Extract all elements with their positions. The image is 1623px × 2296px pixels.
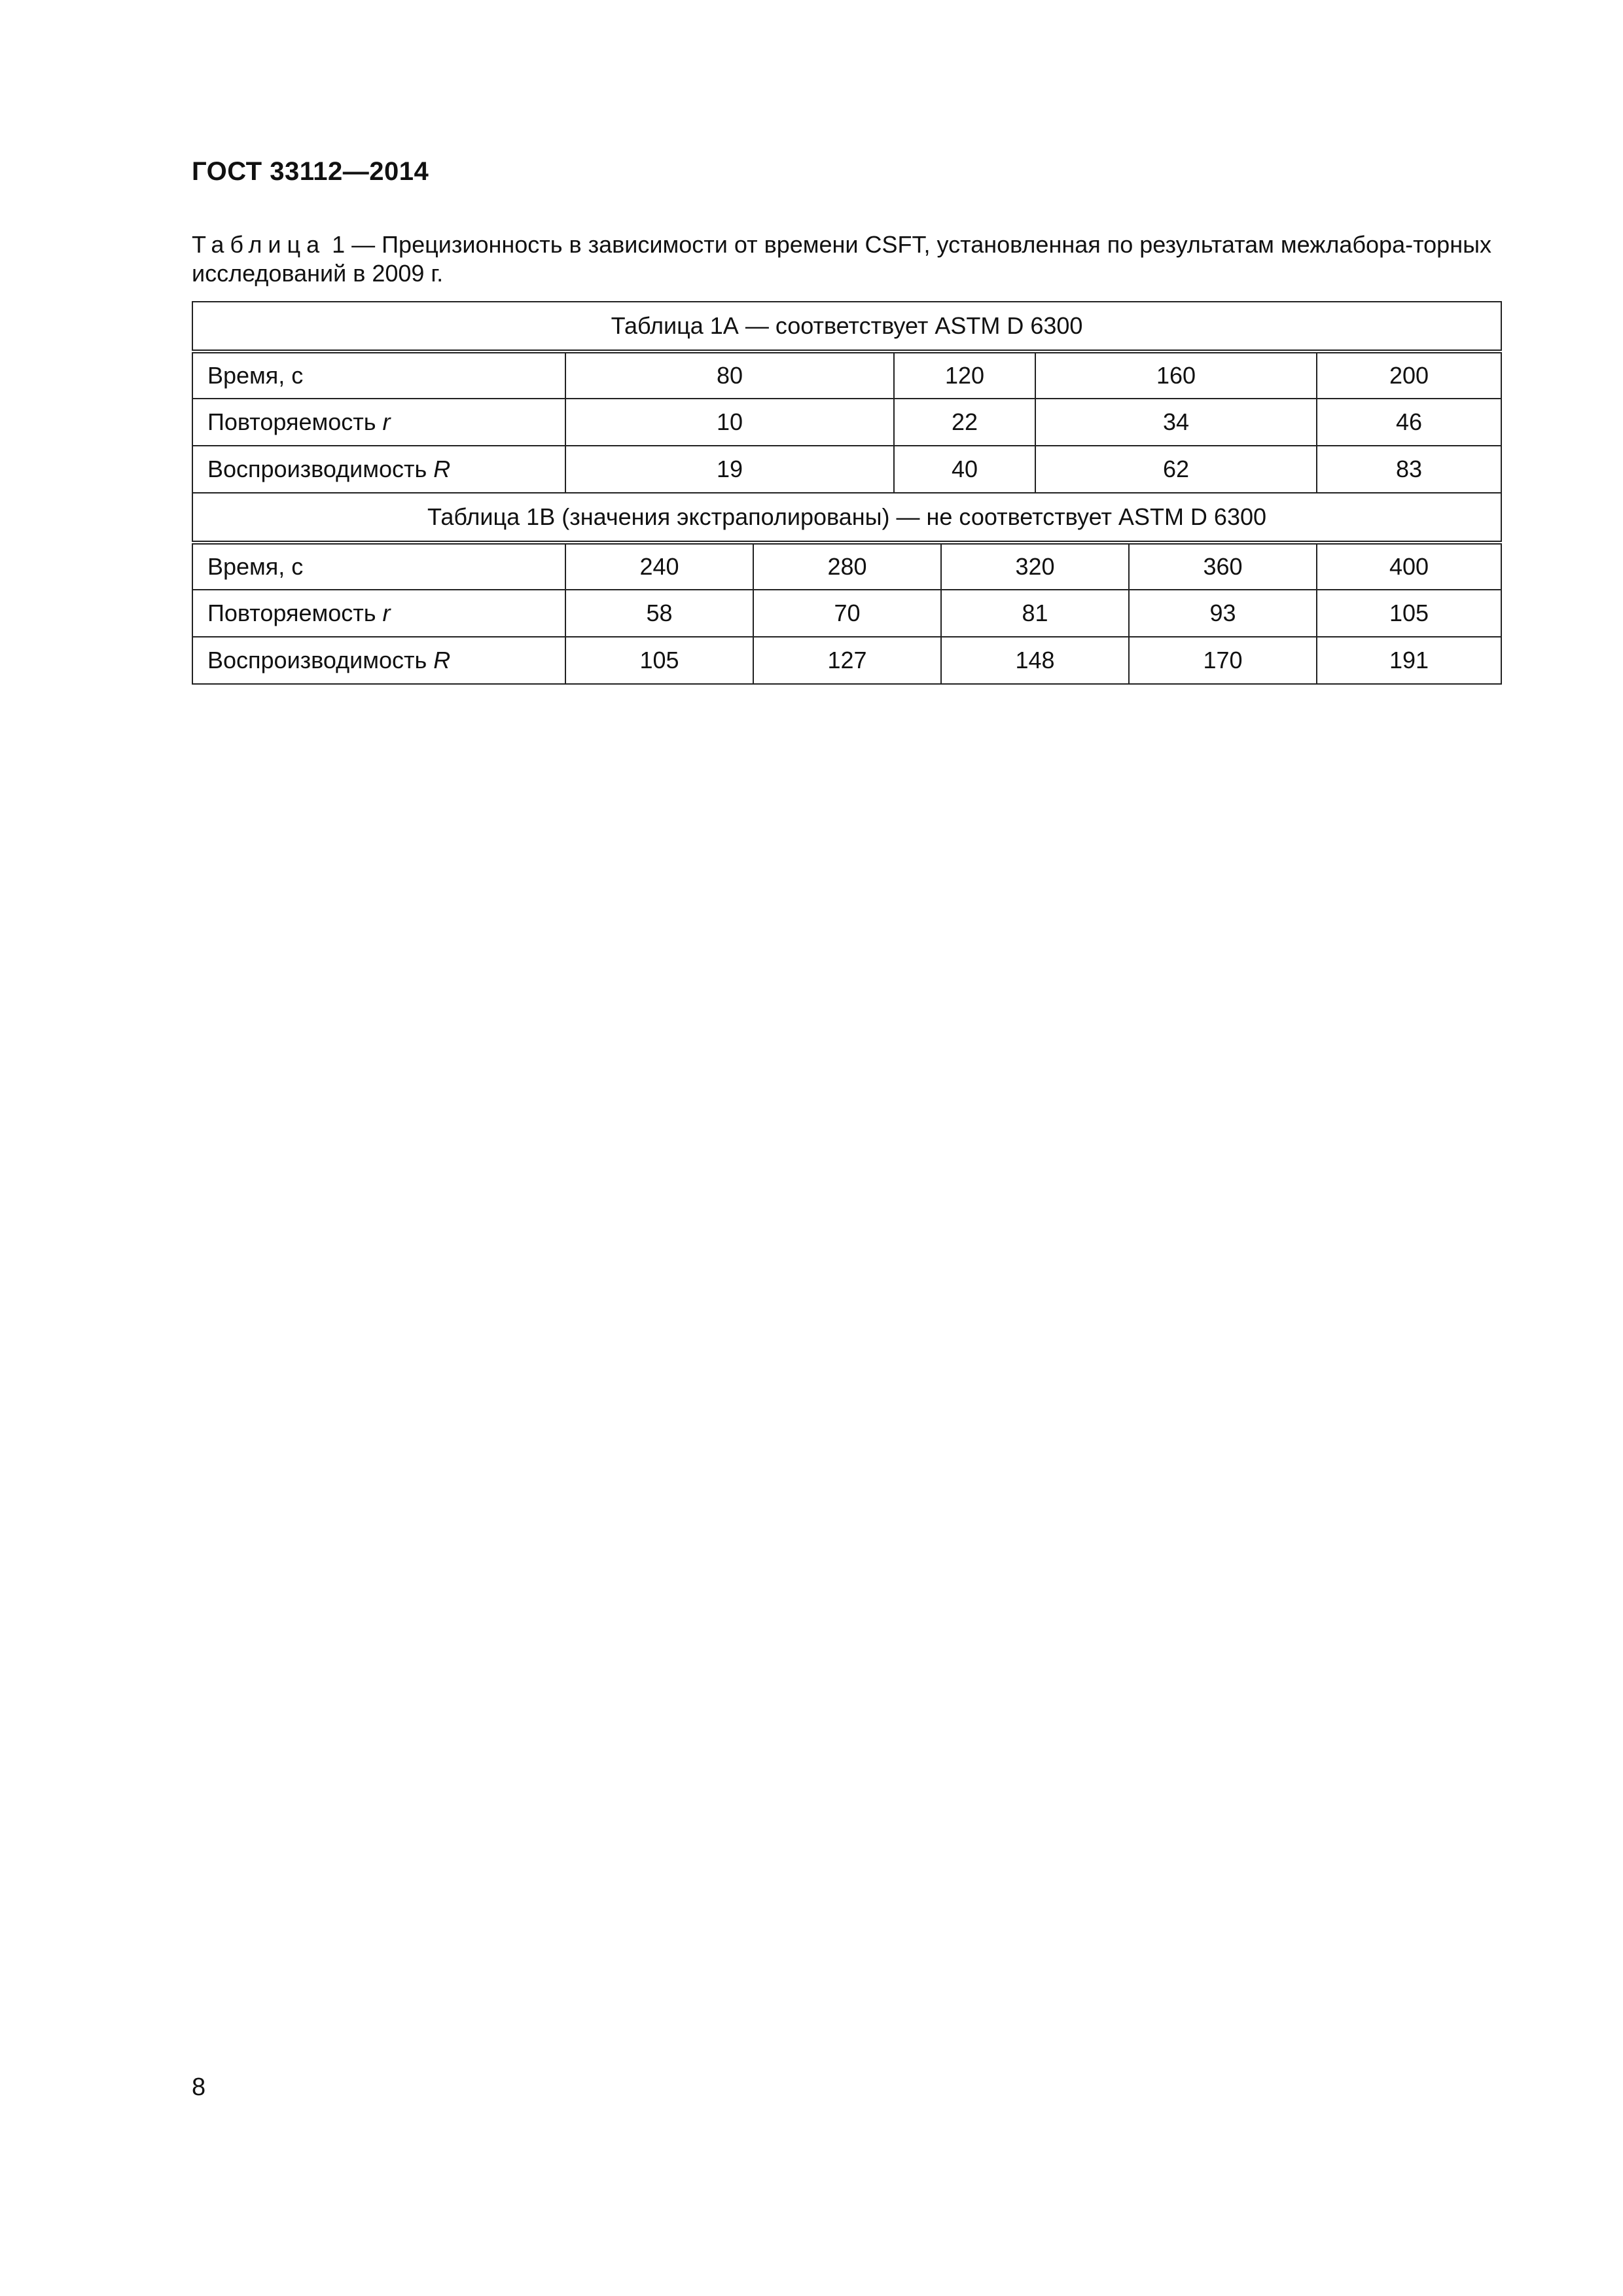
table-cell: 240 [565,543,753,590]
table-cell: 148 [941,637,1129,684]
table-cell: 70 [753,590,941,637]
row-label-reproducibility: Воспроизводимость R [192,446,565,493]
table-cell: 19 [565,446,894,493]
table-b-title-row [192,493,1501,543]
table-cell: 127 [753,637,941,684]
row-label-time: Время, с [192,351,565,399]
row-label-time: Время, с [192,543,565,590]
table-cell: 191 [1317,637,1501,684]
table-cell: 58 [565,590,753,637]
table-cell: 400 [1317,543,1501,590]
table-cell: 120 [894,351,1035,399]
table-row [192,351,1501,399]
table-row [192,543,1501,590]
table-caption-label: Таблица [192,231,326,258]
table-cell: 81 [941,590,1129,637]
table-caption-text: 1 — Прецизионность в зависимости от времени CSFT, установленная по результатам межлабора-торных исследований в 2009 г. [192,231,1491,287]
table-cell: 34 [1035,399,1317,446]
table-a-title: Таблица 1А — соответствует ASTM D 6300 [192,302,1501,351]
precision-table-grid [192,301,1502,685]
row-label-repeatability: Повторяемость r [192,399,565,446]
table-cell: 46 [1317,399,1501,446]
table-b-title: Таблица 1В (значения экстраполированы) — не соответствует ASTM D 6300 [192,493,1501,543]
table-row [192,637,1501,684]
table-cell: 160 [1035,351,1317,399]
table-cell: 280 [753,543,941,590]
table-row [192,590,1501,637]
table-cell: 10 [565,399,894,446]
table-cell: 93 [1129,590,1317,637]
page-number: 8 [192,2073,206,2101]
table-cell: 170 [1129,637,1317,684]
document-standard-number: ГОСТ 33112—2014 [192,157,429,186]
table-row [192,446,1501,493]
table-caption [192,230,1494,288]
table-cell: 83 [1317,446,1501,493]
table-cell: 360 [1129,543,1317,590]
row-label-reproducibility: Воспроизводимость R [192,637,565,684]
table-row [192,399,1501,446]
table-cell: 105 [1317,590,1501,637]
table-a-title-row [192,302,1501,351]
table-cell: 320 [941,543,1129,590]
table-cell: 80 [565,351,894,399]
table-cell: 40 [894,446,1035,493]
table-cell: 22 [894,399,1035,446]
table-cell: 200 [1317,351,1501,399]
table-cell: 62 [1035,446,1317,493]
table-cell: 105 [565,637,753,684]
row-label-repeatability: Повторяемость r [192,590,565,637]
precision-table [192,301,1501,685]
